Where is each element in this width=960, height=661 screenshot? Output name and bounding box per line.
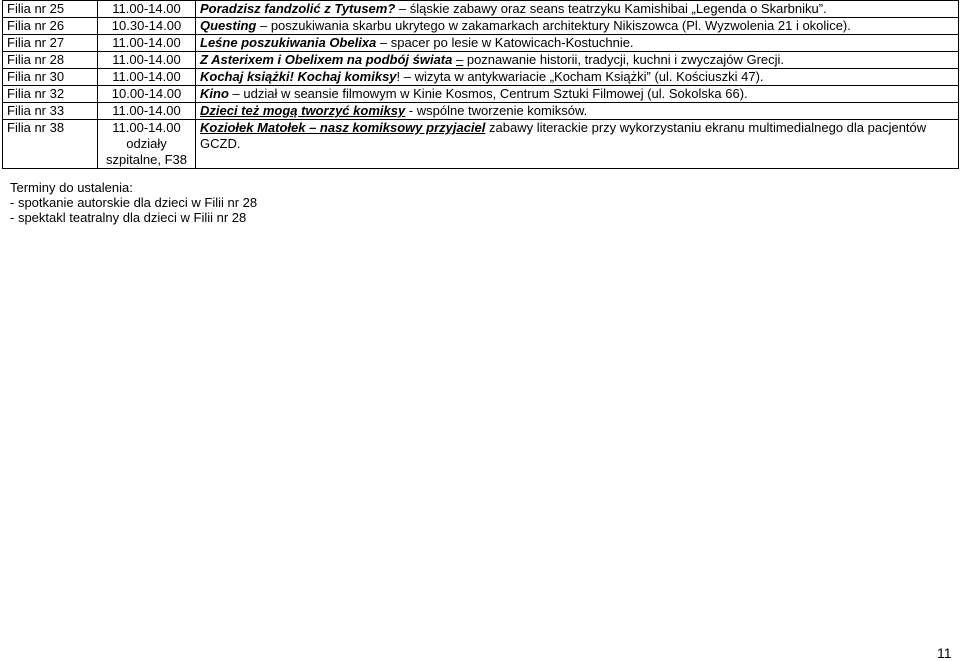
branch-cell: Filia nr 25 (3, 1, 98, 18)
time-range: 11.00-14.00 (112, 120, 181, 135)
branch-cell: Filia nr 28 (3, 52, 98, 69)
time-location-line2: szpitalne, F38 (106, 152, 187, 167)
event-title: Poradzisz fandzolić z Tytusem? (200, 1, 396, 16)
list-item: - spektakl teatralny dla dzieci w Filii nr 28 (10, 210, 247, 225)
event-title: Questing (200, 18, 257, 33)
description-cell (196, 103, 959, 120)
dash: – (456, 52, 464, 67)
list-item: - spotkanie autorskie dla dzieci w Filii nr 28 (10, 195, 258, 210)
time-cell: 11.00-14.00 (98, 1, 196, 18)
event-title: Dzieci też mogą tworzyć komiksy (200, 103, 406, 118)
branch-cell: Filia nr 33 (3, 103, 98, 120)
branch-cell: Filia nr 32 (3, 86, 98, 103)
branch-cell: Filia nr 27 (3, 35, 98, 52)
event-title: Koziołek Matołek – nasz komiksowy przyjaciel (200, 120, 486, 135)
time-cell: 10.00-14.00 (98, 86, 196, 103)
dash: – (379, 35, 388, 50)
dash: – (259, 18, 268, 33)
description-cell (196, 1, 959, 18)
table-row (3, 35, 959, 52)
event-title: Z Asterixem i Obelixem na podbój świata (200, 52, 453, 67)
table-row (3, 69, 959, 86)
table-row (3, 52, 959, 69)
event-description: śląskie zabawy oraz seans teatrzyku Kamishibai „Legenda o Skarbniku”. (406, 1, 827, 16)
event-description: zabawy literackie przy wykorzystaniu ekranu multimedialnego dla pacjentów GCZD. (200, 120, 927, 151)
description-cell (196, 86, 959, 103)
table-row (3, 103, 959, 120)
time-location-line1: odziały (126, 136, 167, 151)
schedule-table (2, 0, 959, 169)
description-cell (196, 120, 959, 169)
time-cell: 11.00-14.00 (98, 52, 196, 69)
description-cell (196, 18, 959, 35)
branch-cell: Filia nr 26 (3, 18, 98, 35)
time-cell: 10.30-14.00 (98, 18, 196, 35)
dash: – (232, 86, 240, 101)
table-row (3, 120, 959, 169)
table-row (3, 86, 959, 103)
description-cell (196, 35, 959, 52)
dash: – (398, 1, 407, 16)
event-description: - wspólne tworzenie komiksów. (405, 103, 588, 118)
event-description: ! – wizyta w antykwariacie „Kocham Książki” (ul. Kościuszki 47). (396, 69, 764, 84)
event-description: udział w seansie filmowym w Kinie Kosmos, Centrum Sztuki Filmowej (ul. Sokolska 66). (239, 86, 748, 101)
branch-cell: Filia nr 38 (3, 120, 98, 169)
event-description: poznawanie historii, tradycji, kuchni i zwyczajów Grecji. (463, 52, 785, 67)
event-title: Kino (200, 86, 229, 101)
to-be-scheduled-heading: Terminy do ustalenia: (10, 180, 133, 195)
event-description: poszukiwania skarbu ukrytego w zakamarkach architektury Nikiszowca (Pl. Wyzwolenia 21 i okolice). (267, 18, 851, 33)
event-title: Kochaj książki! Kochaj komiksy (200, 69, 397, 84)
time-cell: 11.00-14.00 (98, 69, 196, 86)
description-cell (196, 52, 959, 69)
to-be-scheduled-section (10, 180, 257, 225)
table-row (3, 18, 959, 35)
time-cell: 11.00-14.00 (98, 103, 196, 120)
page-number: 11 (937, 645, 952, 661)
time-cell: 11.00-14.00 (98, 35, 196, 52)
event-description: spacer po lesie w Katowicach-Kostuchnie. (387, 35, 634, 50)
table-row (3, 1, 959, 18)
event-title: Leśne poszukiwania Obelixa (200, 35, 377, 50)
description-cell (196, 69, 959, 86)
branch-cell: Filia nr 30 (3, 69, 98, 86)
time-cell (98, 120, 196, 169)
